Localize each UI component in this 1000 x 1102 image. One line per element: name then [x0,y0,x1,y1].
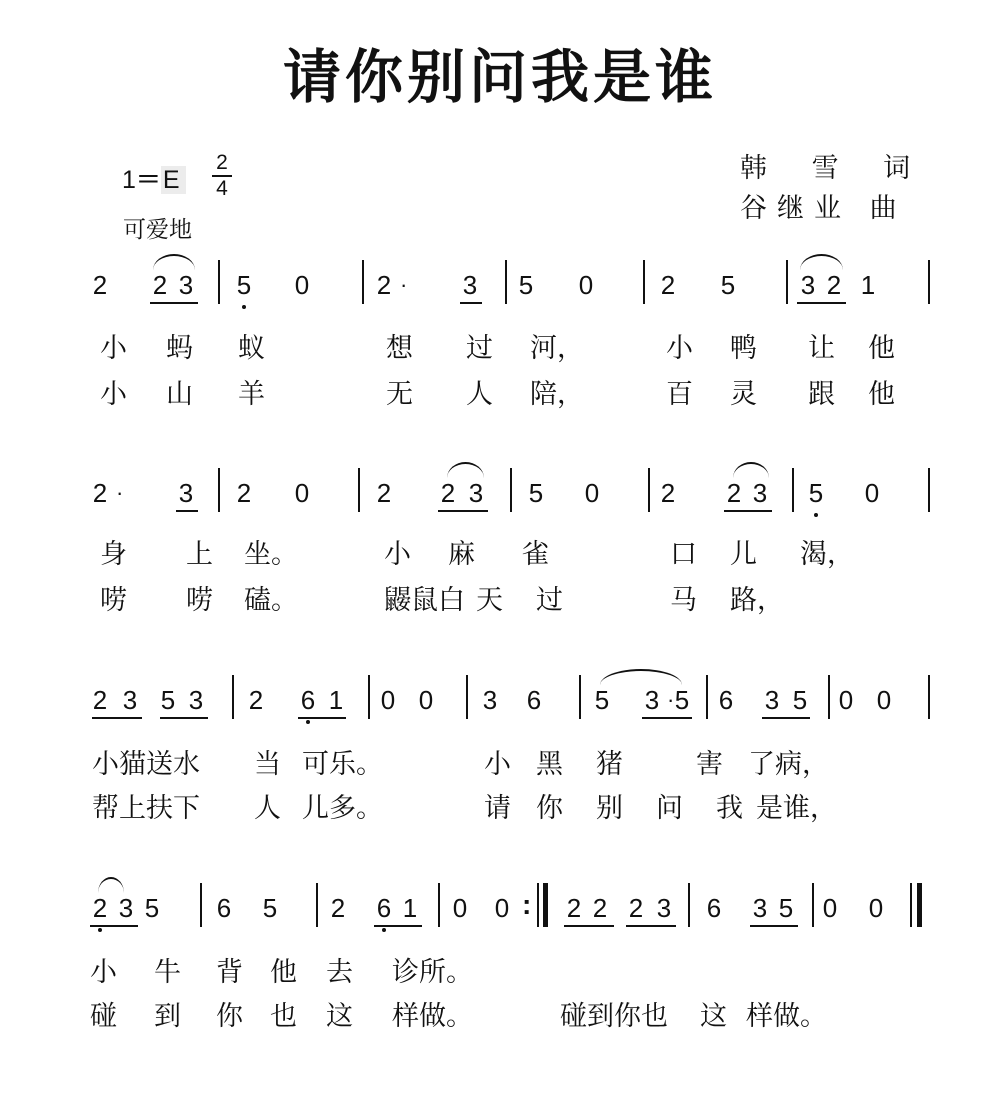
lyric-verse1: 猪 [596,749,623,780]
barline [828,675,830,719]
note: 5 [792,685,808,715]
lyric-verse2: 鼹鼠白 [384,585,465,616]
note: 1 [402,893,418,923]
augmentation-dot: · [116,480,124,505]
lyric-verse1: 过 [466,333,493,364]
slur [733,462,769,478]
lyric-verse1: 蚁 [238,333,265,364]
note: 5 [160,685,176,715]
lyric-verse1: 诊所。 [392,957,473,988]
note: 3 [656,893,672,923]
lyric-verse1: 渴， [800,539,854,570]
note: 0 [294,478,310,508]
barline [928,675,930,719]
barline [579,675,581,719]
lyric-verse1: 小 [100,333,127,364]
barline [537,883,539,927]
lyric-verse1: 小 [90,957,117,988]
note: 2 [92,893,108,923]
lyric-verse2: 帮上扶下 [92,793,200,824]
song-title: 请你别问我是谁 [282,43,717,111]
barline [786,260,788,304]
note: 6 [718,685,734,715]
note: 3 [178,478,194,508]
barline [510,468,512,512]
lyric-verse2: 跟 [808,379,835,410]
barline [218,468,220,512]
lyric-verse2: 天 [476,585,503,616]
lyric-verse1: 他 [868,333,895,364]
note: 1 [328,685,344,715]
note: 0 [868,893,884,923]
lyric-verse2: 碰到你也 [560,1001,668,1032]
note: 5 [262,893,278,923]
note: 0 [380,685,396,715]
lyric-verse1: 口 [670,539,697,570]
barline [648,468,650,512]
note: 3 [800,270,816,300]
slur [800,254,843,270]
lyric-verse2: 样做。 [746,1001,827,1032]
note: 0 [452,893,468,923]
repeat-barline [543,883,548,927]
lyric-verse2: 你 [216,1001,243,1032]
note: 6 [300,685,316,715]
lyric-verse1: 小 [384,539,411,570]
note: 0 [822,893,838,923]
time-signature [212,152,232,200]
note: 0 [864,478,880,508]
note: 5 [808,478,824,508]
slur [153,254,195,270]
note: 5 [594,685,610,715]
note: 1 [860,270,876,300]
barline [218,260,220,304]
barline [466,675,468,719]
barline [505,260,507,304]
barline [368,675,370,719]
lyric-verse1: 蚂 [166,333,193,364]
lyric-verse1: 可乐。 [302,749,383,780]
note: 2 [92,685,108,715]
lyric-verse2: 人 [466,379,493,410]
lyric-verse1: 小 [484,749,511,780]
note: 6 [216,893,232,923]
meter-top: 2 [216,151,228,174]
lyric-verse1: 河， [530,333,584,364]
note: 5 [720,270,736,300]
lyric-verse2: 唠 [186,585,213,616]
lyric-verse2: 我 [716,793,743,824]
augmentation-dot: · [400,272,408,297]
lyric-verse1: 他 [270,957,297,988]
beam-underline [564,925,614,927]
lyric-verse1: 牛 [154,957,181,988]
lyric-verse2: 人 [254,793,281,824]
lyric-verse2: 你 [536,793,563,824]
lyricist-credit: 韩 雪 词 [740,153,929,184]
note: 2 [440,478,456,508]
tempo-marking: 可爱地 [123,216,192,242]
lyric-verse1: 了病， [748,749,829,780]
lyric-verse1: 身 [100,539,127,570]
lyric-verse1: 坐。 [244,539,298,570]
final-barline [917,883,922,927]
note: 2 [92,270,108,300]
barline [316,883,318,927]
beam-underline [160,717,208,719]
lyric-verse1: 上 [186,539,213,570]
lyric-verse2: 是谁， [756,793,837,824]
beam-underline [642,717,692,719]
beam-underline [90,925,138,927]
note: 2 [628,893,644,923]
lyric-verse1: 黑 [536,749,563,780]
beam-underline [298,717,346,719]
note: 0 [838,685,854,715]
key-note: E [161,166,186,194]
beam-underline [626,925,676,927]
note: 3 [178,270,194,300]
note: 5 [236,270,252,300]
note: 3 [752,478,768,508]
lyric-verse2: 问 [656,793,683,824]
lyric-verse2: 过 [536,585,563,616]
lyric-verse2: 马 [670,585,697,616]
lyric-verse2: 小 [100,379,127,410]
note: 0 [418,685,434,715]
note: 3 [468,478,484,508]
lyric-verse1: 背 [216,957,243,988]
lyric-verse2: 请 [484,793,511,824]
barline [688,883,690,927]
note: 0 [294,270,310,300]
slur [98,877,124,893]
lyric-verse2: 唠 [100,585,127,616]
lyric-verse2: 他 [868,379,895,410]
note: 2 [376,478,392,508]
beam-underline [460,302,482,304]
barline [200,883,202,927]
barline [232,675,234,719]
lyric-verse2: 到 [154,1001,181,1032]
lyric-verse2: 磕。 [244,585,298,616]
lyric-verse1: 麻 [448,539,475,570]
lyric-verse2: 无 [386,379,413,410]
lyric-verse2: 灵 [730,379,757,410]
beam-underline [150,302,198,304]
lyric-verse2: 也 [270,1001,297,1032]
lyric-verse2: 山 [166,379,193,410]
lyric-verse2: 儿多。 [302,793,383,824]
note: 5 [528,478,544,508]
note: 3 [122,685,138,715]
note: 2 [826,270,842,300]
note: 6 [376,893,392,923]
lyric-verse1: 鸭 [730,333,757,364]
note: 3 [644,685,660,715]
lyric-verse1: 小 [666,333,693,364]
lyric-verse1: 让 [808,333,835,364]
lyric-verse2: 这 [326,1001,353,1032]
lyric-verse2: 路， [730,585,784,616]
note: 0 [494,893,510,923]
note: 5 [674,685,690,715]
meter-bottom: 4 [216,177,228,200]
lyric-verse2: 陪， [530,379,584,410]
note: 2 [660,478,676,508]
note: 2 [92,478,108,508]
note: 3 [188,685,204,715]
lyric-verse1: 儿 [730,539,757,570]
lyric-verse2: 碰 [90,1001,117,1032]
barline [706,675,708,719]
barline [928,260,930,304]
note: 2 [592,893,608,923]
lyric-verse2: 羊 [238,379,265,410]
augmentation-dot: · [667,687,675,712]
lyric-verse1: 去 [326,957,353,988]
lyric-verse2: 这 [700,1001,727,1032]
composer-credit: 谷继业 曲 [740,193,907,224]
note: 2 [566,893,582,923]
key-equals: ＝ [135,166,161,194]
note: 2 [376,270,392,300]
lyric-verse2: 样做。 [392,1001,473,1032]
key-prefix: 1 [122,166,136,194]
lyric-verse2: 别 [596,793,623,824]
beam-underline [762,717,810,719]
barline [362,260,364,304]
note: 6 [526,685,542,715]
note: 0 [584,478,600,508]
note: 2 [660,270,676,300]
note: 3 [462,270,478,300]
note: 0 [876,685,892,715]
barline [358,468,360,512]
note: 2 [152,270,168,300]
note: 0 [578,270,594,300]
barline [928,468,930,512]
slur [600,669,682,685]
note: 2 [726,478,742,508]
lyric-verse1: 想 [386,333,413,364]
beam-underline [176,510,198,512]
note: 5 [144,893,160,923]
lyric-verse1: 害 [696,749,723,780]
lyric-verse1: 小猫送水 [92,749,200,780]
beam-underline [374,925,422,927]
note: 5 [778,893,794,923]
barline [438,883,440,927]
beam-underline [92,717,142,719]
beam-underline [724,510,772,512]
barline [643,260,645,304]
lyric-verse2: 百 [666,379,693,410]
key-signature [122,160,186,196]
slur [447,462,484,478]
lyric-verse1: 雀 [522,539,549,570]
note: 3 [764,685,780,715]
beam-underline [750,925,798,927]
note: 2 [330,893,346,923]
note: 2 [248,685,264,715]
note: 3 [752,893,768,923]
barline [792,468,794,512]
repeat-dots: : [522,889,532,920]
lyric-verse1: 当 [254,749,281,780]
note: 3 [118,893,134,923]
barline [812,883,814,927]
note: 2 [236,478,252,508]
note: 3 [482,685,498,715]
barline [910,883,912,927]
note: 5 [518,270,534,300]
beam-underline [438,510,488,512]
note: 6 [706,893,722,923]
beam-underline [797,302,846,304]
